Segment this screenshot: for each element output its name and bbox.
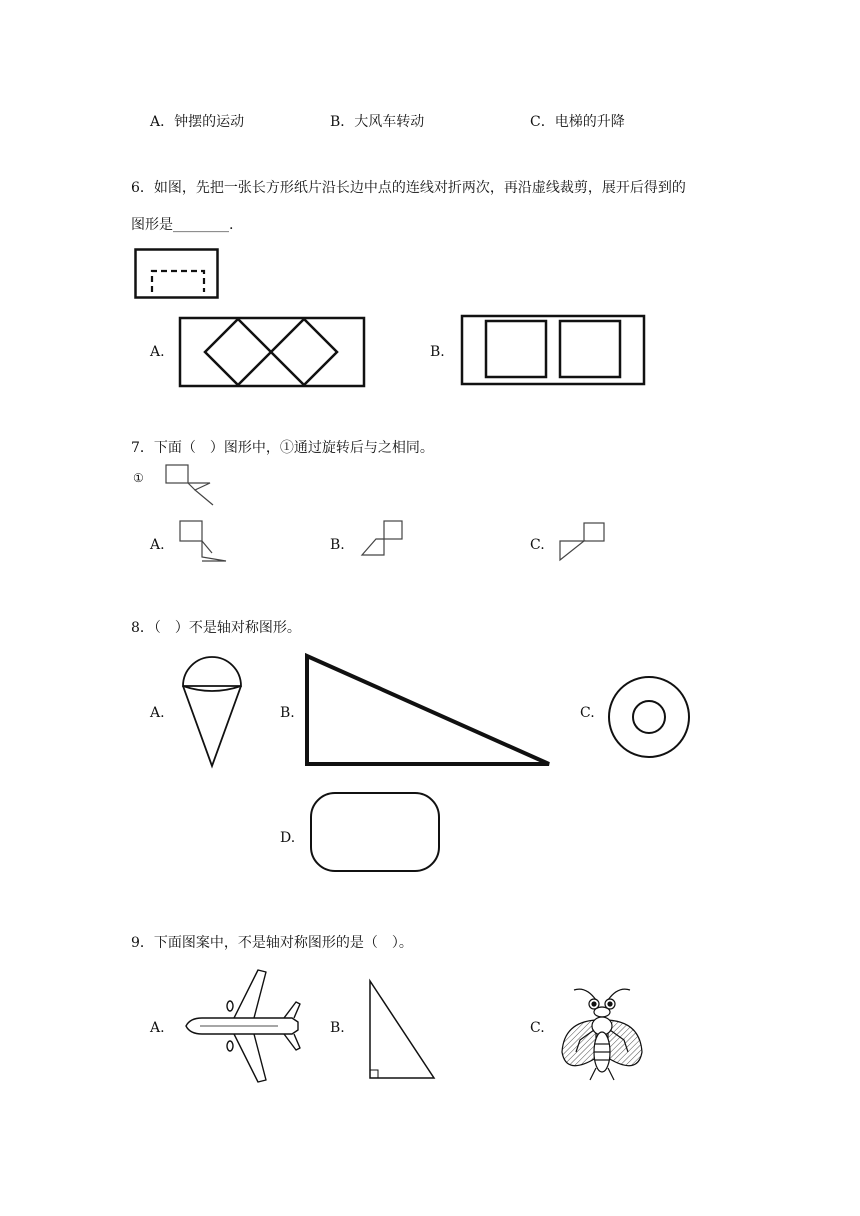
q9-option-b-right-triangle (366, 978, 438, 1082)
q8-option-b-right-triangle (303, 652, 553, 768)
q6-option-b-squares-figure (460, 314, 646, 386)
q8-option-b-label: B. (280, 705, 295, 721)
q5-option-c: C．电梯的升降 (530, 114, 625, 130)
q7-option-a-label: A. (150, 537, 165, 553)
q7-option-c-label: C. (530, 537, 545, 553)
q8-option-d-rounded-rectangle (308, 790, 442, 874)
q9-option-b-label: B. (330, 1020, 345, 1036)
q9-option-a-label: A. (150, 1020, 165, 1036)
q6-stem-line1: 6．如图，先把一张长方形纸片沿长边中点的连线对折两次，再沿虚线裁剪，展开后得到的 (131, 180, 686, 196)
q7-option-c-shape (556, 520, 608, 564)
q6-option-a-diamonds-figure (178, 316, 366, 388)
q6-option-a-label: A. (150, 344, 165, 360)
q8-option-c-label: C. (580, 705, 595, 721)
q9-stem: 9．下面图案中，不是轴对称图形的是（ ）。 (131, 935, 413, 951)
q7-option-a-shape (176, 518, 232, 564)
q6-folded-paper-figure (134, 248, 220, 300)
q9-option-a-airplane-icon (182, 966, 308, 1088)
q5-option-a: A．钟摆的运动 (150, 114, 245, 130)
q8-option-a-label: A. (150, 705, 165, 721)
q7-reference-shape (163, 462, 219, 508)
q7-circled-one-marker: ① (133, 471, 144, 485)
q8-option-d-label: D. (280, 830, 296, 846)
q7-option-b-shape (358, 518, 408, 560)
q8-stem: 8．（ ）不是轴对称图形。 (131, 620, 301, 636)
q5-option-b: B．大风车转动 (330, 114, 425, 130)
q8-option-c-concentric-circles (606, 674, 692, 760)
q6-stem-line2: 图形是________. (131, 217, 234, 233)
q7-option-b-label: B. (330, 537, 345, 553)
q9-option-c-fly-insect-icon (556, 982, 648, 1086)
q9-option-c-label: C. (530, 1020, 545, 1036)
q8-option-a-ice-cream-cone (180, 654, 244, 770)
q7-stem: 7．下面（ ）图形中，①通过旋转后与之相同。 (131, 440, 434, 456)
q6-option-b-label: B. (430, 344, 445, 360)
